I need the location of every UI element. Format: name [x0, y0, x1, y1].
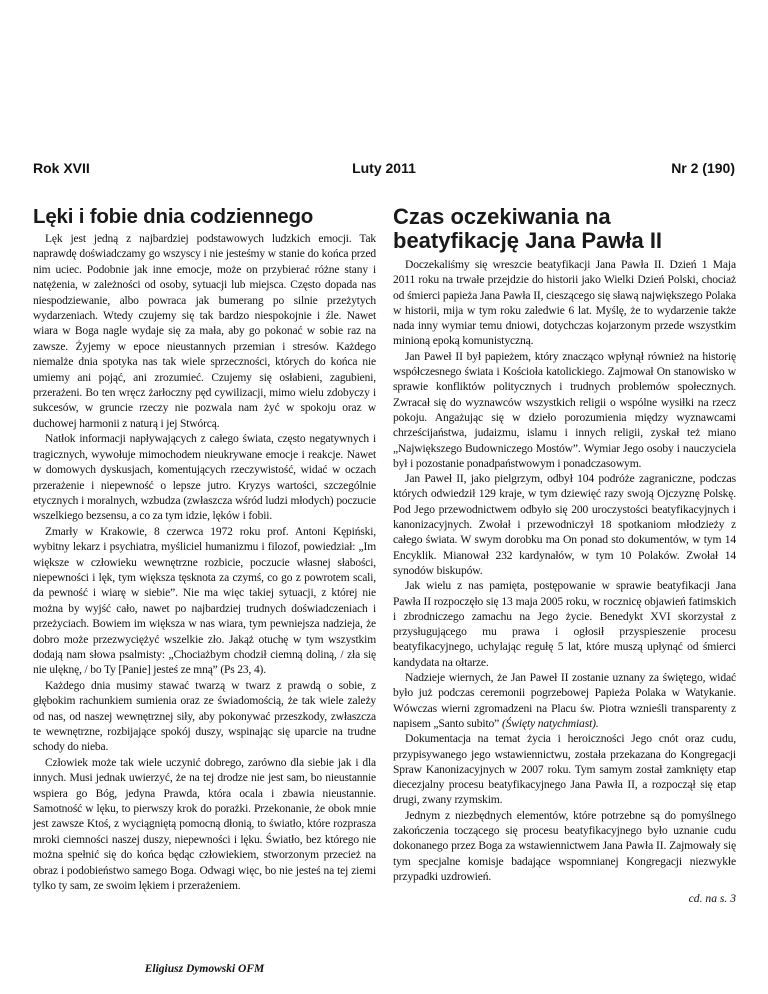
right-article-title: Czas oczekiwania na beatyfikację Jana Pawła II	[393, 204, 663, 253]
paragraph: Zmarły w Krakowie, 8 czerwca 1972 roku prof. Antoni Kępiński, wybitny lekarz i psychiatra, myśliciel humanizmu i filozof, powiedział: „Im większe w człowieku wewnętrzne rozbicie, poczucie własnej słabości, niepewności i lęk, tym większa tęsknota za czymś, co go z powrotem scali, da pewność i wiarę w siebie”. Nie ma więc takiej sytuacji, z której nie można by wyjść cało, nawet po najbardziej trudnych doświadczeniach i przeżyciach. Bowiem im większa w nas wiara, tym pewniejsza nadzieja, że dobro może przezwyciężyć wszelkie zło. Jakąż otuchę w tym wszystkim dodają nam słowa psalmisty: „Chociażbym chodził ciemną doliną, / zła się nie ulęknę, / bo Ty [Panie] jesteś ze mną” (Ps 23, 4).	[33, 525, 376, 677]
paragraph: Człowiek może tak wiele uczynić dobrego, zarówno dla siebie jak i dla innych. Musi jednak uwierzyć, że na tej drodze nie jest sam, bo nieustannie wspiera go Bóg, jedyna Prawda, która ocala i zbawia nieustannie. Samotność w lęku, to pierwszy krok do porażki. Przekonanie, że obok mnie jest zawsze Ktoś, z wyciągniętą pomocną dłonią, to światło, które rozprasza mroki ciemności naszej duszy, niepewności i lęku. Światło, bez którego nie można spełnić się do końca będąc człowiekiem, stworzonym przecież na obraz i podobieństwo samego Boga. Odwagi więc, bo nie jesteś na tej ziemi tylko ty sam, ze swoim lękiem i przerażeniem.	[33, 756, 376, 893]
paragraph	[393, 670, 736, 731]
masthead	[33, 160, 735, 180]
left-article-body	[33, 232, 376, 894]
santo-subito-text: Nadzieje wiernych, że Jan Paweł II zostanie uznany za świętego, widać było już podczas ceremonii pogrzebowej Papieża Polaka w Watykanie. Wówczas wierni zgromadzeni na Placu św. Piotra wznieśli transparenty z napisem „Santo subito”	[393, 671, 736, 730]
paragraph: Doczekaliśmy się wreszcie beatyfikacji Jana Pawła II. Dzień 1 Maja 2011 roku na trwałe przejdzie do historii jako Wielki Dzień Polski, chociaż od śmierci papieża Jana Pawła II, cieszącego się sławą największego Polaka w historii, mija w tym roku zaledwie 6 lat. Myślę, że to wydarzenie także nada inny wymiar temu dniowi, dotychczas kojarzonym przede wszystkim minioną epoką komunistyczną.	[393, 258, 736, 348]
paragraph: Każdego dnia musimy stawać twarzą w twarz z prawdą o sobie, z głębokim rachunkiem sumienia oraz ze świadomością, że tak wiele zależy od nas, od naszej wewnętrznej siły, aby pokonywać przeszkody, zwłaszcza te wewnętrzne, rozbijające spokój duszy, wspinając się uparcie na trudne schody do nieba.	[33, 679, 376, 754]
paragraph: Jak wielu z nas pamięta, postępowanie w sprawie beatyfikacji Jana Pawła II rozpoczęło się 13 maja 2005 roku, w rocznicę objawień fatimskich i zbrodniczego zamachu na Jego życie. Benedykt XVI skorzystał z przysługującego mu prawa i ogłosił przyspieszenie procesu beatyfikacyjnego, uchylając regułę 5 lat, które muszą upłynąć od śmierci kandydata na ołtarze.	[393, 579, 736, 669]
right-article-body	[393, 257, 736, 884]
paragraph: Jan Paweł II był papieżem, który znacząco wpłynął również na historię współczesnego świata i Kościoła katolickiego. Zajmował On stanowisko w sprawie konfliktów politycznych i trudnych problemów społecznych. Zwracał się do wyznawców wszystkich religii o wspólne wysiłki na rzecz pokoju. Angażując się w dzieło porozumienia między wyznawcami chrześcijaństwa, judaizmu, islamu i innych religii, zyskał też miano „Największego Budowniczego Mostów”. Wymiar Jego osoby i nauczyciela był i pozostanie ponadpaństwowym i ponadczasowym.	[393, 349, 736, 470]
paragraph: Natłok informacji napływających z całego świata, często negatywnych i tragicznych, wywołuje mimochodem nieukrywane emocje i reakcje. Nawet w domowych dyskusjach, komentujących rzeczywistość, widać w oczach przerażenie i niepewność o lepsze jutro. Kryzys wartości, szczególnie etycznych i moralnych, wzbudza (zwłaszcza wśród ludzi młodych) poczucie wszelkiego bezsensu, a co za tym idzie, lęków i fobii.	[33, 433, 376, 523]
continued-note: cd. na s. 3	[688, 892, 736, 906]
santo-subito-translation: (Święty natychmiast).	[501, 716, 599, 730]
paragraph: Jan Paweł II, jako pielgrzym, odbył 104 podróże zagraniczne, podczas których odwiedził 129 kraje, w tym dziewięć razy swoją Ojczyznę Polskę. Pod Jego przewodnictwem odbyło się 200 uroczystości beatyfikacyjnych i kanonizacyjnych. Zwołał i przewodniczył 18 spotkaniom młodzieży z całego świata. W swym dorobku ma On ponad sto dokumentów, w tym 14 Encyklik. Mianował 232 kardynałów, w tym 10 Polaków. Zwołał 14 synodów biskupów.	[393, 472, 736, 577]
paragraph: Jednym z niezbędnych elementów, które potrzebne są do pomyślnego zakończenia toczącego się procesu beatyfikacyjnego było uznanie cudu dokonanego przez Boga za wstawiennictwem Jana Pawła II. Zajmowały się tym specjalne komisje badające wspomnianej Kongregacji niezwykłe przypadki uzdrowień.	[393, 808, 736, 883]
volume-label: Rok XVII	[33, 160, 90, 176]
left-article	[33, 205, 376, 894]
paragraph: Lęk jest jedną z najbardziej podstawowych ludzkich emocji. Tak naprawdę doświadczamy go wszyscy i nie jesteśmy w stanie do końca przed nim uciec. Podobnie jak inne emocje, może on przybierać różne stany i natężenia, w zależności od osoby, sytuacji lub miejsca. Często dopada nas niespodziewanie, albo powraca jak bumerang po silnie przeżytych wydarzeniach. Wtedy czujemy się tak bardzo niespokojnie i źle. Nawet wiara w Boga nagle wydaje się za mała, aby go pokonać w sobie raz na zawsze. Żyjemy w epoce nieustannych przemian i stresów. Każdego niemalże dnia spotyka nas tak wiele sprzeczności, których do końca nie umiemy ani pojąć, ani zrozumieć. Czujemy się osłabieni, zagubieni, przerażeni. Bo ten wręcz żarłoczny pęd cywilizacji, mimo wielu zdobyczy i sukcesów, w gruncie rzeczy nie pozwala nam żyć w spokoju oraz w duchowej harmonii z naturą i jej Stwórcą.	[33, 233, 376, 430]
left-article-title: Lęki i fobie dnia codziennego	[33, 205, 314, 228]
issue-date: Luty 2011	[352, 160, 416, 176]
left-article-author: Eligiusz Dymowski OFM	[144, 963, 265, 975]
issue-number: Nr 2 (190)	[671, 160, 735, 176]
paragraph: Dokumentacja na temat życia i heroiczności Jego cnót oraz cudu, przypisywanego jego wstawiennictwu, została przekazana do Kongregacji Spraw Kanonizacyjnych w 2007 roku. Tym samym został zamknięty etap diecezjalny procesu beatyfikacyjnego Jana Pawła II, a rozpoczął się etap drugi, zwany rzymskim.	[393, 732, 736, 807]
right-article	[393, 205, 736, 905]
